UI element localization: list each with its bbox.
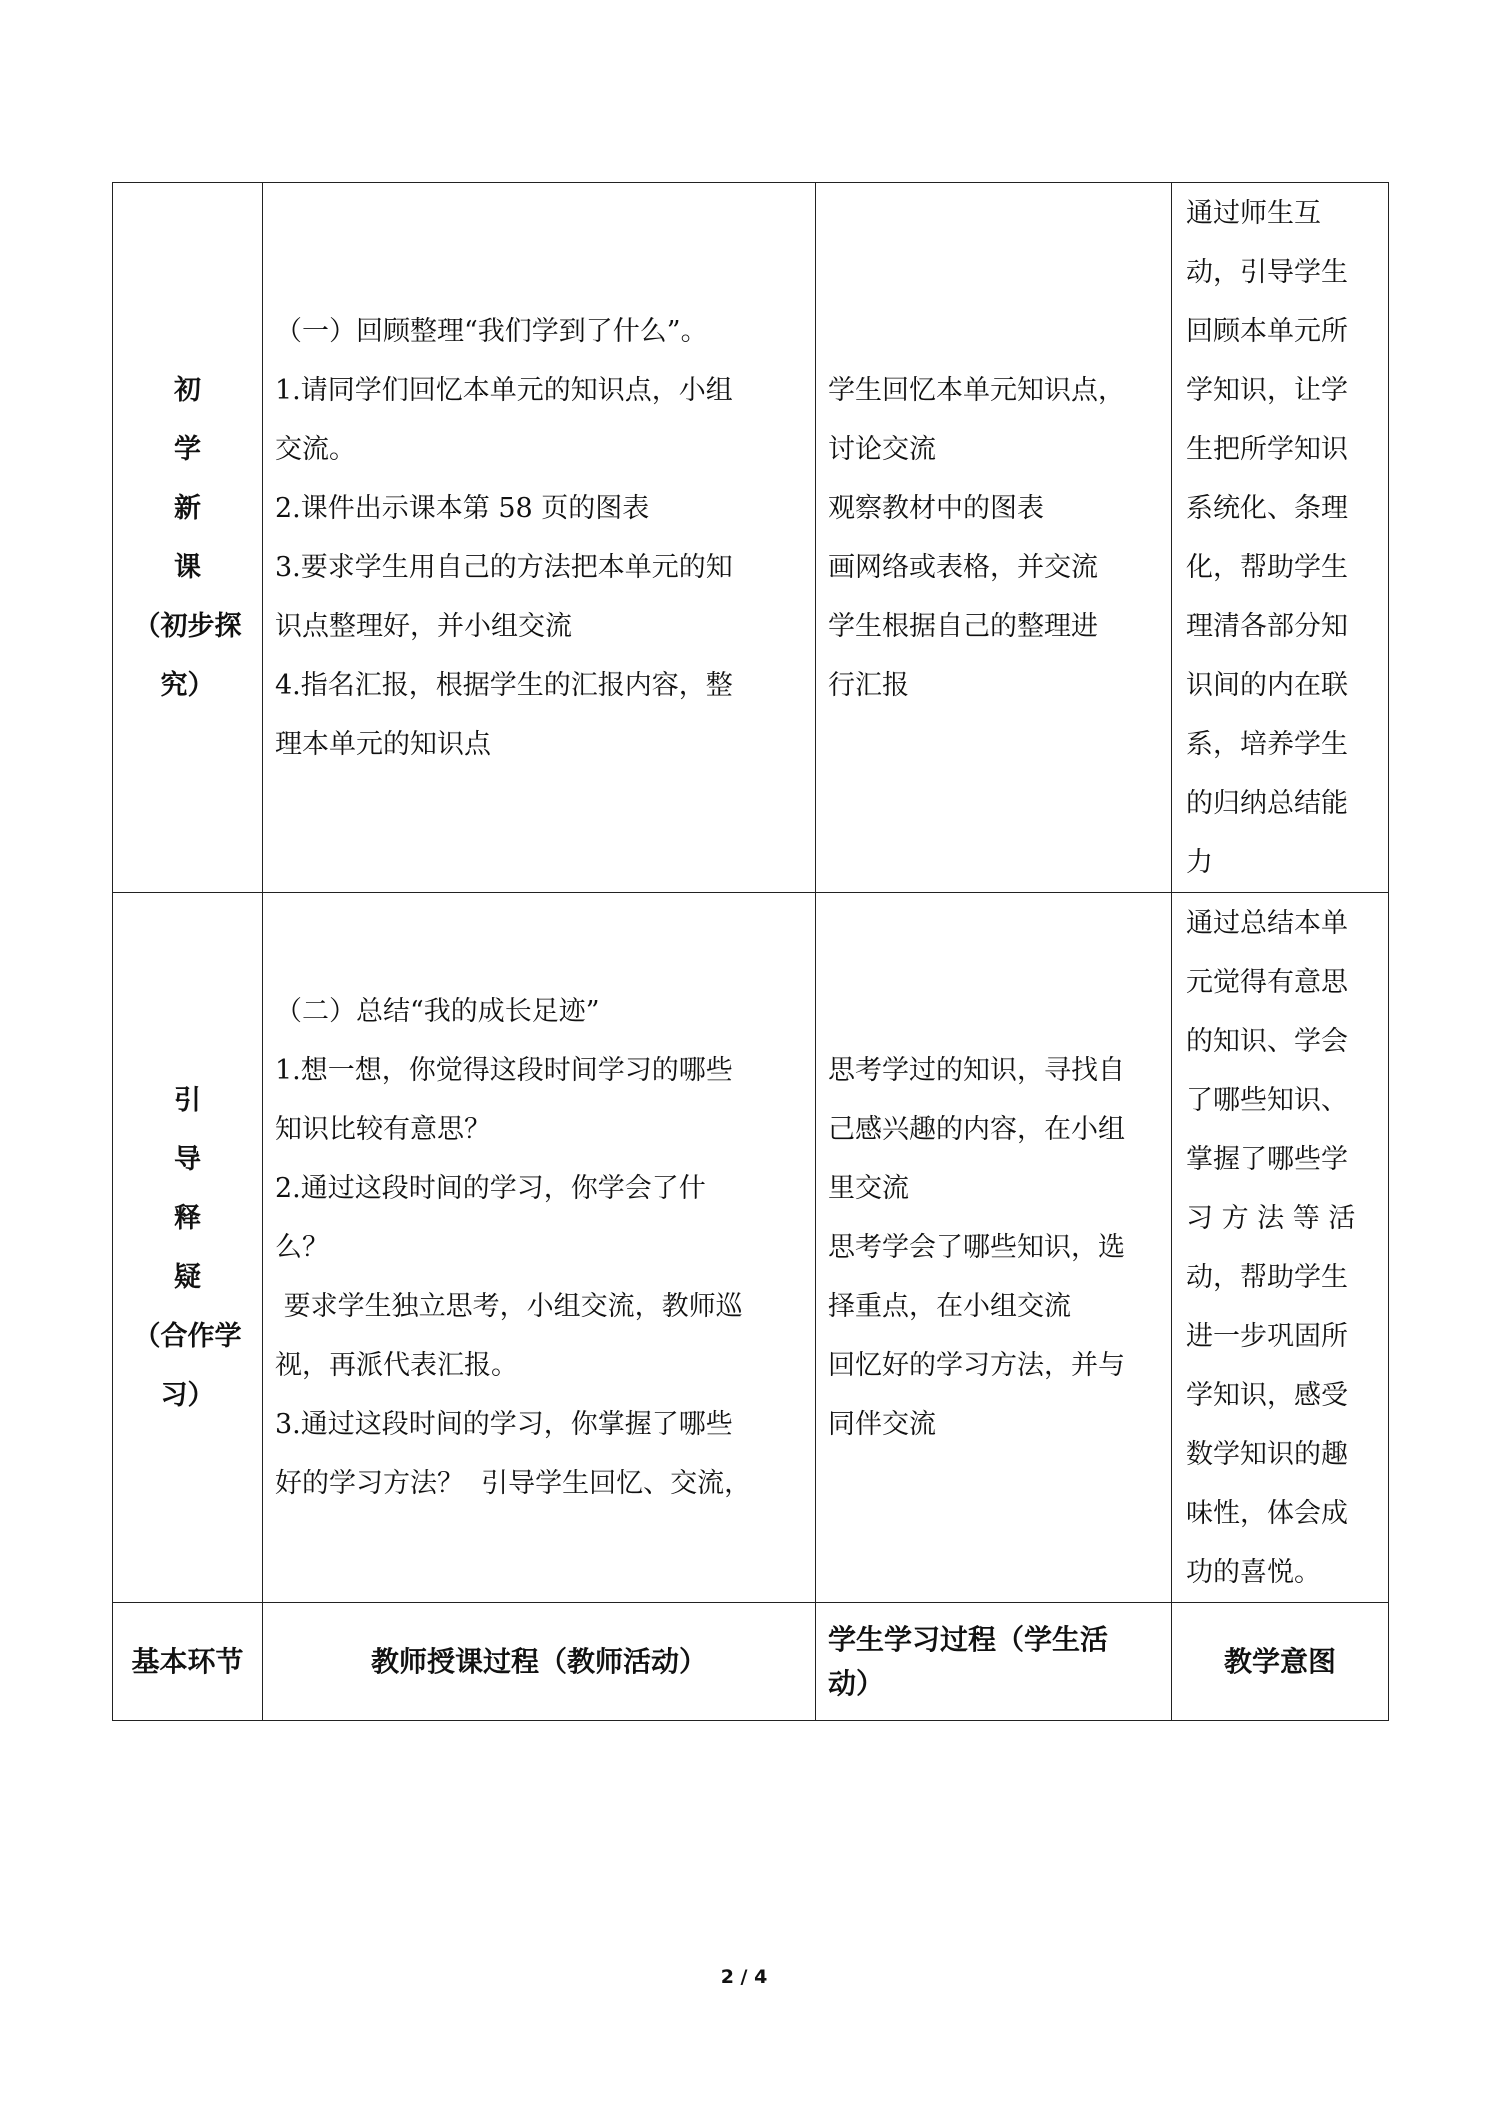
page-number: 2 / 4 xyxy=(720,1966,768,1988)
student-activity-cell: 思考学过的知识，寻找自 己感兴趣的内容，在小组 里交流 思考学会了哪些知识，选 择重点，在小组交流 回忆好的学习方法，并与 同伴交流 xyxy=(816,893,1172,1603)
header-basic-stage: 基本环节 xyxy=(113,1603,263,1721)
table-header-row xyxy=(113,1603,1389,1721)
table-row xyxy=(113,183,1389,893)
teacher-activity-cell: （二）总结“我的成长足迹” 1.想一想，你觉得这段时间学习的哪些 知识比较有意思？ 2.通过这段时间的学习，你学会了什 么？ 要求学生独立思考，小组交流，教师巡 视，再派代表汇报。 3.通过这段时间的学习，你掌握了哪些 好的学习方法？ 引导学生回忆、交流， xyxy=(263,893,816,1603)
lesson-plan-table xyxy=(112,182,1389,1721)
header-teaching-intent: 教学意图 xyxy=(1172,1603,1389,1721)
table-row xyxy=(113,893,1389,1603)
student-activity-cell: 学生回忆本单元知识点， 讨论交流 观察教材中的图表 画网络或表格，并交流 学生根据自己的整理进 行汇报 xyxy=(816,183,1172,893)
header-teacher-process: 教师授课过程（教师活动） xyxy=(263,1603,816,1721)
teaching-intent-cell: 通过师生互 动，引导学生 回顾本单元所 学知识，让学 生把所学知识 系统化、条理 化，帮助学生 理清各部分知 识间的内在联 系，培养学生 的归纳总结能 力 xyxy=(1172,183,1389,893)
stage-cell: 初 学 新 课 （初步探 究） xyxy=(113,183,263,893)
teaching-intent-cell: 通过总结本单 元觉得有意思 的知识、学会 了哪些知识、 掌握了哪些学 习 方 法 等 活 动，帮助学生 进一步巩固所 学知识，感受 数学知识的趣 味性，体会成 功的喜悦。 xyxy=(1172,893,1389,1603)
header-student-process: 学生学习过程（学生活 动） xyxy=(816,1603,1172,1721)
teacher-activity-cell: （一）回顾整理“我们学到了什么”。 1.请同学们回忆本单元的知识点，小组 交流。 2.课件出示课本第 58 页的图表 3.要求学生用自己的方法把本单元的知 识点整理好，并小组交流 4.指名汇报，根据学生的汇报内容，整 理本单元的知识点 xyxy=(263,183,816,893)
stage-cell: 引 导 释 疑 （合作学 习） xyxy=(113,893,263,1603)
